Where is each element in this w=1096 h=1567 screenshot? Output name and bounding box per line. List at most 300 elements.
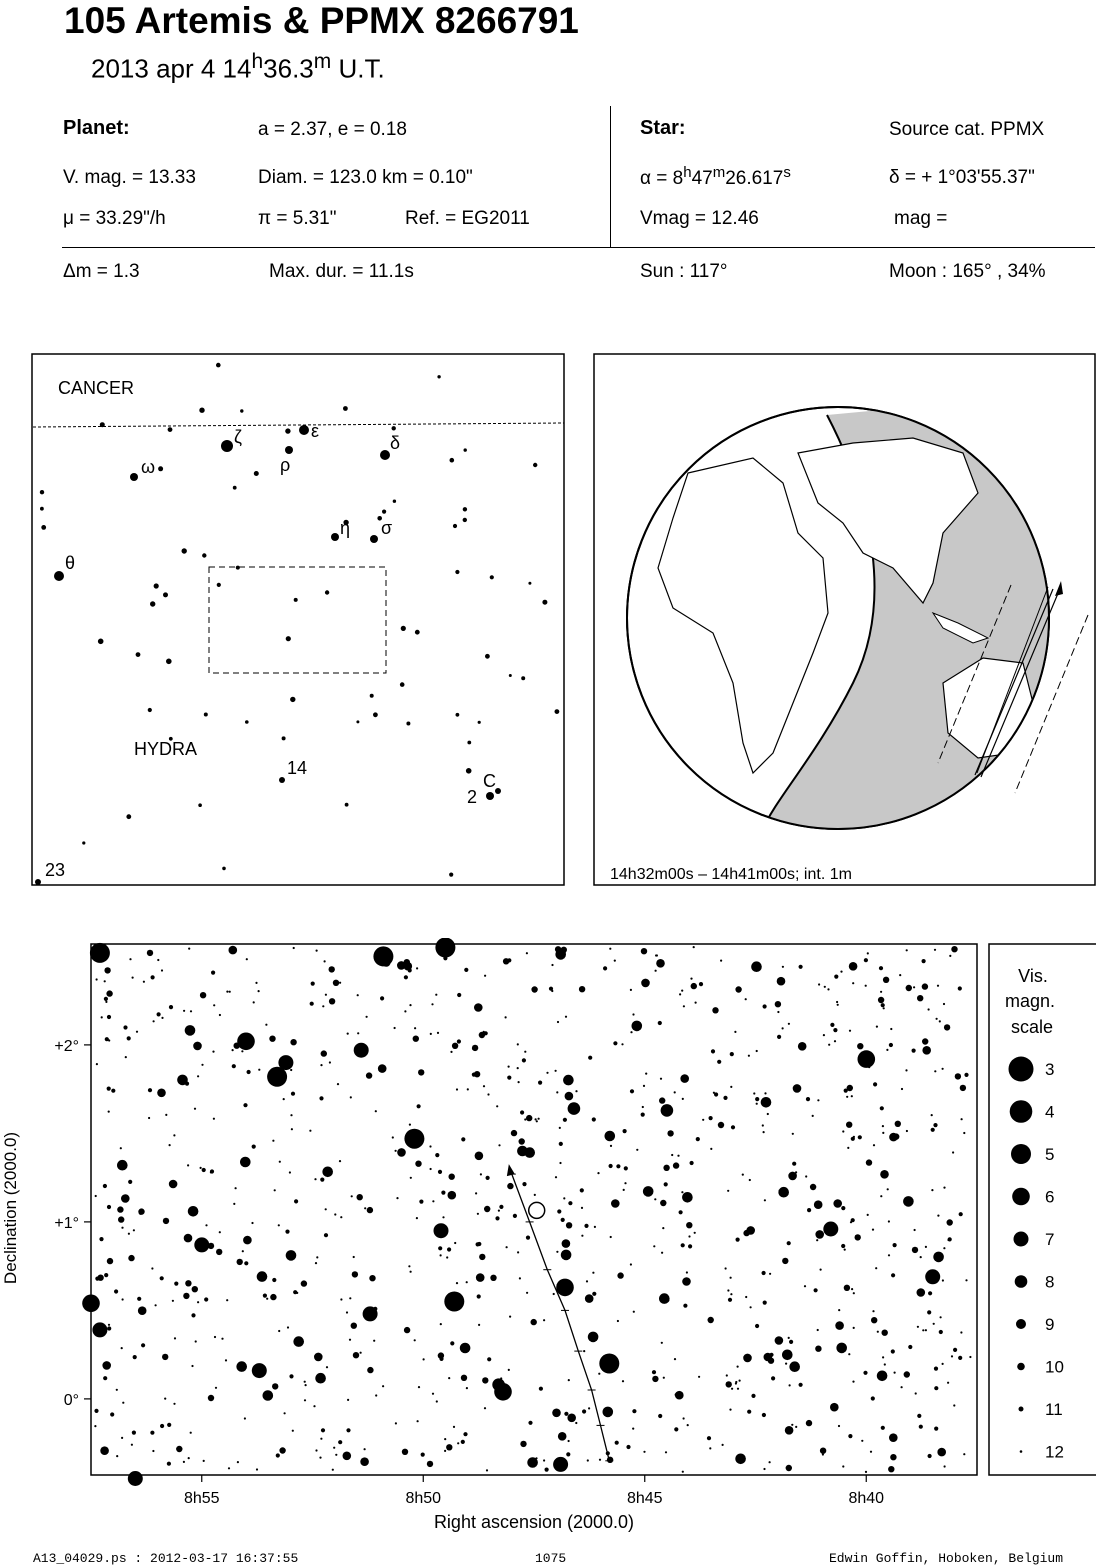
field-star: [682, 1471, 684, 1473]
field-star: [737, 1388, 739, 1390]
finder-star: [240, 409, 243, 412]
field-star: [402, 1449, 408, 1455]
field-star: [132, 1431, 136, 1435]
field-star: [305, 1384, 307, 1386]
field-star: [546, 1072, 548, 1074]
finder-star: [40, 507, 44, 511]
field-star: [325, 1208, 327, 1210]
field-star: [828, 1044, 830, 1046]
finder-star: [491, 795, 494, 798]
field-star: [683, 1417, 685, 1419]
field-star: [904, 1371, 910, 1377]
field-star: [655, 954, 657, 956]
bright-star: [354, 1043, 369, 1058]
field-star: [568, 1201, 572, 1205]
field-star: [834, 1040, 836, 1042]
field-star: [702, 1119, 704, 1121]
field-star: [814, 1288, 818, 1292]
field-star: [526, 1292, 528, 1294]
field-star: [556, 1251, 558, 1253]
finder-star: [82, 841, 85, 844]
finder-star: [509, 674, 512, 677]
field-star: [841, 1206, 845, 1210]
finder-star: [453, 524, 457, 528]
field-star: [764, 1199, 766, 1201]
field-star: [293, 947, 295, 949]
field-star: [746, 1226, 755, 1235]
field-star: [883, 1007, 885, 1009]
field-star: [963, 1132, 965, 1134]
field-star: [438, 1246, 442, 1250]
finder-star: [154, 583, 159, 588]
field-star: [893, 1243, 897, 1247]
field-star: [584, 1224, 588, 1228]
bright-star: [252, 1363, 267, 1378]
field-star: [538, 1081, 542, 1085]
finder-star: [202, 553, 206, 557]
field-star: [128, 1180, 132, 1184]
field-star: [742, 1174, 744, 1176]
field-star: [575, 1090, 577, 1092]
field-star: [329, 1061, 331, 1063]
field-star: [311, 982, 315, 986]
field-star: [104, 967, 110, 973]
field-star: [123, 1025, 127, 1029]
field-star: [167, 1423, 171, 1427]
field-star: [725, 1267, 727, 1269]
field-star: [107, 1015, 111, 1019]
finder-star: [463, 518, 467, 522]
field-star: [147, 950, 153, 956]
field-star: [138, 1306, 147, 1315]
field-star: [357, 1194, 363, 1200]
field-star: [681, 1243, 685, 1247]
field-star: [526, 1115, 532, 1121]
field-star: [324, 960, 326, 962]
field-star: [663, 1165, 669, 1171]
field-star: [762, 1413, 766, 1417]
field-star: [152, 1450, 154, 1452]
field-star: [192, 1286, 198, 1292]
field-star: [735, 986, 741, 992]
field-star: [810, 1184, 816, 1190]
field-star: [656, 959, 665, 968]
field-star: [830, 1403, 839, 1412]
field-star: [511, 1130, 517, 1136]
field-star: [867, 952, 869, 954]
field-star: [116, 1389, 118, 1391]
field-star: [851, 1288, 853, 1290]
field-star: [711, 1049, 715, 1053]
field-star: [107, 1258, 113, 1264]
planet-orbit: a = 2.37, e = 0.18: [258, 119, 407, 140]
field-star: [452, 1043, 458, 1049]
field-star: [117, 1206, 123, 1212]
field-star: [187, 1164, 189, 1166]
field-star: [404, 1327, 410, 1333]
star-label-eta: η: [340, 518, 351, 538]
planet-vmag: V. mag. = 13.33: [63, 167, 196, 188]
field-star: [748, 1055, 750, 1057]
field-star: [681, 1191, 683, 1193]
field-star: [524, 1051, 526, 1053]
field-star: [315, 1373, 326, 1384]
field-star: [172, 1300, 174, 1302]
field-star: [624, 1166, 628, 1170]
field-star: [927, 1310, 931, 1314]
field-star: [632, 1021, 643, 1032]
constellation-cancer: CANCER: [58, 378, 135, 398]
field-star: [698, 1376, 700, 1378]
field-star: [586, 1280, 588, 1282]
field-star: [579, 986, 585, 992]
field-star: [688, 1244, 692, 1248]
field-star: [877, 1331, 879, 1333]
field-star: [707, 1436, 711, 1440]
field-star: [630, 989, 632, 991]
field-star: [339, 1160, 341, 1162]
planet-reference: Ref. = EG2011: [405, 208, 530, 229]
field-star: [931, 1189, 933, 1191]
field-star: [442, 1216, 444, 1218]
field-star: [931, 1128, 935, 1132]
field-star: [519, 1138, 525, 1144]
field-star: [942, 1068, 944, 1070]
field-star: [216, 1249, 222, 1255]
field-star: [283, 1098, 285, 1100]
field-star: [722, 1444, 724, 1446]
field-star: [943, 1003, 945, 1005]
field-star: [922, 1329, 924, 1331]
field-star: [901, 1386, 903, 1388]
field-star: [141, 1343, 145, 1347]
field-star: [688, 1235, 690, 1237]
scale-dot: [1017, 1363, 1025, 1371]
field-star: [241, 1050, 243, 1052]
field-star: [961, 1118, 963, 1120]
field-star: [792, 1133, 794, 1135]
field-star: [883, 977, 889, 983]
finder-named-star: [130, 473, 138, 481]
field-star: [879, 966, 883, 970]
field-star: [755, 1324, 759, 1328]
field-star: [609, 1164, 613, 1168]
field-star: [319, 1457, 321, 1459]
field-star: [830, 1023, 834, 1027]
field-star: [460, 1343, 471, 1354]
field-star: [404, 962, 413, 971]
star-mag: mag =: [894, 208, 948, 229]
field-star: [563, 1197, 565, 1199]
field-star: [882, 1356, 884, 1358]
bright-star: [568, 1102, 581, 1115]
y-tick-label: 0°: [63, 1391, 79, 1409]
field-star: [709, 1447, 711, 1449]
field-star: [791, 1424, 793, 1426]
field-star: [507, 1076, 511, 1080]
field-star: [430, 1033, 432, 1035]
finder-star: [401, 626, 406, 631]
field-star: [357, 1032, 359, 1034]
finder-star: [400, 682, 405, 687]
bright-star: [90, 943, 110, 963]
field-star: [873, 1144, 875, 1146]
field-star: [108, 1111, 110, 1113]
field-star: [484, 1031, 488, 1035]
field-star: [543, 1459, 545, 1461]
finder-star: [343, 406, 348, 411]
field-star: [410, 1271, 412, 1273]
bright-star: [492, 1378, 505, 1391]
field-star: [174, 1282, 178, 1286]
field-star: [743, 1354, 752, 1363]
field-star: [891, 1273, 895, 1277]
field-star: [871, 1396, 875, 1400]
field-star: [763, 1468, 765, 1470]
field-star: [592, 1117, 596, 1121]
field-star: [827, 988, 829, 990]
field-star: [777, 977, 786, 986]
field-star: [609, 948, 611, 950]
field-star: [603, 1407, 614, 1418]
field-star: [105, 1001, 107, 1003]
field-star: [891, 1349, 895, 1353]
field-star: [922, 983, 928, 989]
field-star: [531, 1319, 537, 1325]
field-star: [106, 990, 112, 996]
field-star: [201, 1064, 203, 1066]
scale-label: 9: [1045, 1315, 1055, 1334]
constellation-hydra: HYDRA: [134, 739, 198, 759]
field-star: [665, 1298, 669, 1302]
finder-star: [356, 720, 359, 723]
field-star: [243, 1103, 247, 1107]
field-star: [243, 1236, 252, 1245]
field-star: [513, 1214, 517, 1218]
field-star: [551, 964, 553, 966]
field-star: [853, 1327, 855, 1329]
x-tick-label: 8h55: [183, 1490, 220, 1507]
field-star: [835, 1321, 844, 1330]
field-star: [520, 1110, 524, 1114]
field-star: [121, 1437, 123, 1439]
field-star: [104, 980, 106, 982]
field-star: [687, 1424, 689, 1426]
field-star: [395, 1150, 397, 1152]
field-star: [683, 1005, 685, 1007]
field-star: [588, 1056, 592, 1060]
field-star: [816, 1239, 818, 1241]
field-star: [349, 1297, 351, 1299]
field-star: [337, 1083, 339, 1085]
field-star: [151, 1267, 153, 1269]
bright-star: [444, 1292, 464, 1312]
field-star: [184, 1234, 193, 1243]
field-star: [236, 1361, 247, 1372]
field-star: [787, 1241, 791, 1245]
field-star: [278, 1224, 280, 1226]
field-star: [375, 1110, 377, 1112]
field-star: [852, 1381, 854, 1383]
field-star: [557, 1209, 561, 1213]
field-star: [912, 1049, 916, 1053]
field-star: [435, 1153, 439, 1157]
field-star: [272, 1278, 276, 1282]
finder-named-star: [331, 533, 339, 541]
field-star: [853, 1136, 855, 1138]
field-star: [943, 1247, 945, 1249]
field-star: [237, 1259, 243, 1265]
star-label-c: C: [483, 771, 496, 791]
field-star: [228, 1467, 230, 1469]
field-star: [663, 1377, 665, 1379]
field-star: [598, 1373, 600, 1375]
field-star: [880, 1106, 884, 1110]
field-star: [506, 1246, 508, 1248]
field-star: [121, 1194, 130, 1203]
field-star: [448, 1191, 457, 1200]
field-star: [682, 1098, 684, 1100]
field-star: [188, 948, 190, 950]
field-star: [833, 1199, 842, 1208]
field-star: [699, 982, 703, 986]
field-star: [736, 1238, 740, 1242]
field-star: [944, 1024, 950, 1030]
field-star: [789, 1384, 791, 1386]
field-star: [565, 1016, 567, 1018]
field-star: [320, 1178, 324, 1182]
field-star: [313, 1405, 315, 1407]
field-star: [404, 1010, 406, 1012]
field-star: [517, 1251, 519, 1253]
field-star: [482, 1377, 488, 1383]
field-star: [914, 1229, 916, 1231]
field-star: [100, 1446, 109, 1455]
field-star: [351, 1195, 353, 1197]
field-star: [352, 1271, 358, 1277]
finder-star: [490, 575, 494, 579]
finder-star: [533, 463, 537, 467]
field-star: [287, 1326, 289, 1328]
field-star: [456, 1088, 458, 1090]
field-star: [880, 1170, 889, 1179]
field-star: [695, 1002, 697, 1004]
field-star: [353, 1352, 359, 1358]
field-star: [226, 991, 228, 993]
field-star: [526, 952, 528, 954]
field-star: [817, 1329, 819, 1331]
field-star: [965, 1279, 967, 1281]
field-star: [872, 1310, 874, 1312]
field-star: [844, 1249, 846, 1251]
field-star: [756, 1103, 758, 1105]
field-star: [137, 1297, 141, 1301]
field-star: [913, 986, 915, 988]
field-star: [588, 1332, 599, 1343]
field-star: [321, 1428, 325, 1432]
field-star: [335, 1454, 337, 1456]
field-star: [865, 985, 867, 987]
field-star: [213, 1118, 215, 1120]
field-star: [265, 1024, 267, 1026]
field-star: [197, 1075, 199, 1077]
field-star: [775, 1001, 781, 1007]
bright-star: [434, 1223, 449, 1238]
scale-title-line1: Vis.: [1018, 966, 1048, 986]
field-star: [409, 1124, 411, 1126]
field-star: [253, 1001, 255, 1003]
finder-star: [464, 448, 467, 451]
field-star: [630, 1089, 634, 1093]
field-star: [507, 958, 511, 962]
field-star: [417, 1420, 419, 1422]
field-star: [416, 1217, 418, 1219]
field-star: [226, 1299, 228, 1301]
field-star: [188, 1457, 190, 1459]
field-star: [782, 1258, 788, 1264]
field-star: [653, 1245, 655, 1247]
star-label-epsilon: ε: [311, 421, 320, 441]
field-star: [176, 1446, 182, 1452]
field-star: [382, 1385, 384, 1387]
field-star: [718, 1122, 724, 1128]
field-star: [456, 1282, 458, 1284]
field-star: [848, 1353, 850, 1355]
field-star: [486, 1176, 490, 1180]
field-star: [150, 1431, 154, 1435]
finder-star: [542, 600, 547, 605]
field-star: [457, 1442, 459, 1444]
field-star: [611, 1199, 620, 1208]
field-star: [882, 1125, 884, 1127]
field-star: [121, 1347, 123, 1349]
field-star: [419, 1200, 423, 1204]
field-star: [737, 1366, 739, 1368]
field-star: [568, 1379, 570, 1381]
bright-star: [435, 938, 455, 958]
field-star: [899, 974, 901, 976]
field-star: [155, 1304, 157, 1306]
field-star: [655, 970, 657, 972]
field-star: [338, 1440, 342, 1444]
field-star: [679, 993, 681, 995]
field-star: [940, 1316, 942, 1318]
field-star: [621, 1043, 623, 1045]
field-star: [555, 1070, 557, 1072]
field-star: [314, 1353, 323, 1362]
star-vmag: Vmag = 12.46: [640, 208, 759, 229]
field-star: [582, 1409, 586, 1413]
field-star: [779, 1189, 781, 1191]
field-star: [674, 1427, 678, 1431]
field-star: [367, 1367, 373, 1373]
field-star: [252, 1145, 256, 1149]
field-star: [747, 1410, 751, 1414]
field-star: [969, 1356, 971, 1358]
field-star: [720, 960, 722, 962]
finder-star: [150, 601, 155, 606]
field-star: [836, 1001, 838, 1003]
field-star: [215, 1387, 217, 1389]
field-star: [484, 975, 486, 977]
field-star: [296, 1292, 298, 1294]
field-star: [949, 955, 951, 957]
field-star: [496, 1105, 498, 1107]
field-star: [364, 1207, 366, 1209]
field-star: [661, 1252, 663, 1254]
field-star: [440, 1254, 442, 1256]
field-star: [833, 1028, 837, 1032]
